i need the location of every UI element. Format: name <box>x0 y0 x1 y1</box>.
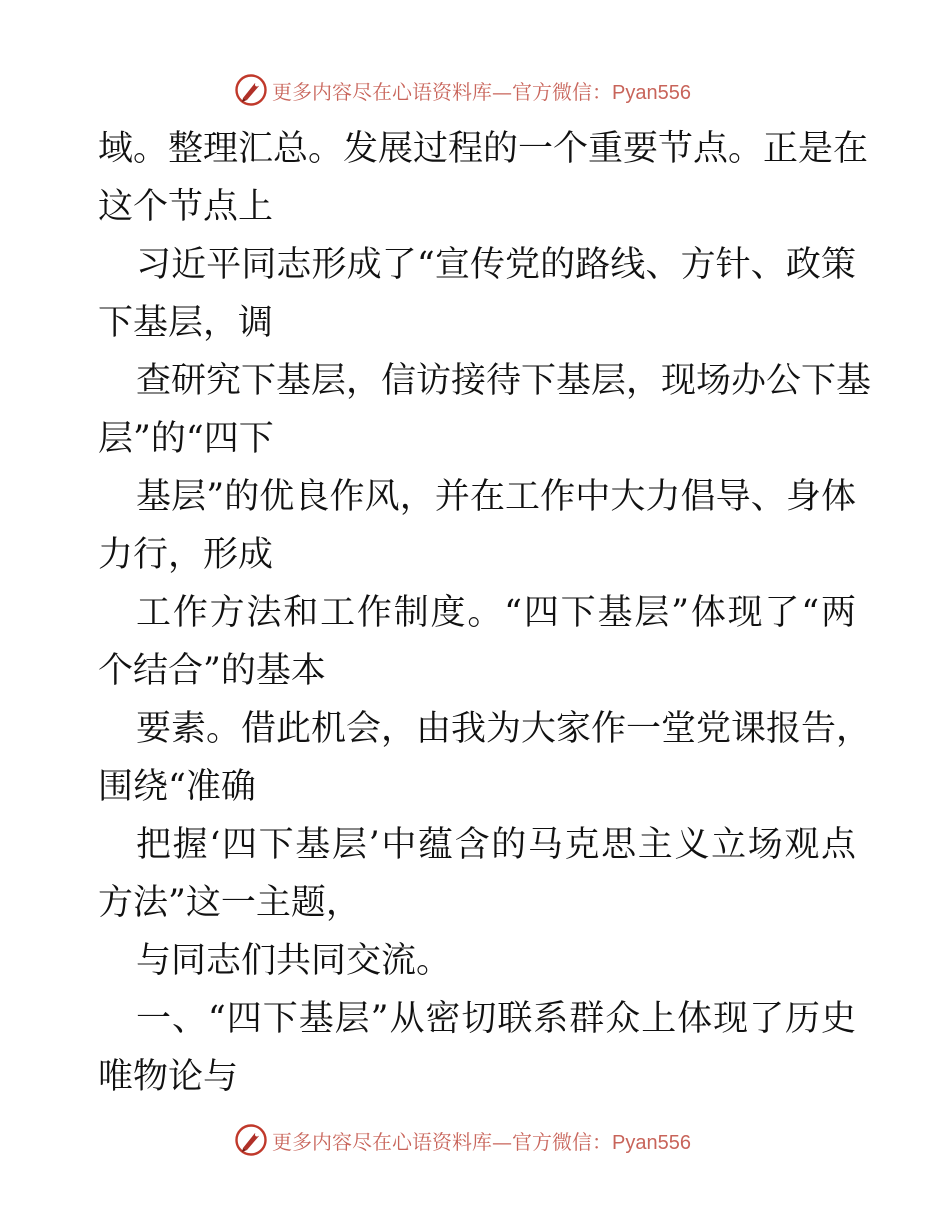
text-line: 工作方法和工作制度。“四下基层”体现了“两 <box>136 593 856 633</box>
watermark-wechat-id: Pyan556 <box>612 1131 691 1154</box>
watermark-text-cn: 更多内容尽在心语资料库—官方微信： <box>272 1129 612 1154</box>
text-line: 查研究下基层，信访接待下基层，现场办公下基 <box>136 361 872 401</box>
pen-nib-logo-icon <box>234 73 268 107</box>
document-body <box>98 120 872 1106</box>
text-line: 下基层，调 <box>98 303 274 343</box>
text-line: 要素。借此机会，由我为大家作一堂党课报告， <box>136 709 872 749</box>
footer-watermark <box>234 1122 714 1158</box>
watermark-text <box>272 76 691 105</box>
watermark-text <box>272 1126 691 1155</box>
text-line: 把握‘四下基层’中蕴含的马克思主义立场观点 <box>136 825 856 865</box>
text-line: 围绕“准确 <box>98 767 256 807</box>
text-line: 力行，形成 <box>98 535 274 575</box>
text-line: 习近平同志形成了“宣传党的路线、方针、政策 <box>136 245 856 285</box>
text-line: 方法”这一主题， <box>98 883 361 923</box>
text-line: 这个节点上 <box>98 187 274 227</box>
watermark-wechat-id: Pyan556 <box>612 81 691 104</box>
header-watermark <box>234 72 714 108</box>
pen-nib-logo-icon <box>234 1123 268 1157</box>
watermark-text-cn: 更多内容尽在心语资料库—官方微信： <box>272 79 612 104</box>
text-line: 与同志们共同交流。 <box>136 941 452 981</box>
text-line: 基层”的优良作风，并在工作中大力倡导、身体 <box>136 477 856 517</box>
text-line: 层”的“四下 <box>98 419 274 459</box>
text-line: 唯物论与 <box>98 1057 239 1097</box>
text-line: 域。整理汇总。发展过程的一个重要节点。正是在 <box>98 129 869 169</box>
text-line: 一、“四下基层”从密切联系群众上体现了历史 <box>136 999 856 1039</box>
text-line: 个结合”的基本 <box>98 651 326 691</box>
